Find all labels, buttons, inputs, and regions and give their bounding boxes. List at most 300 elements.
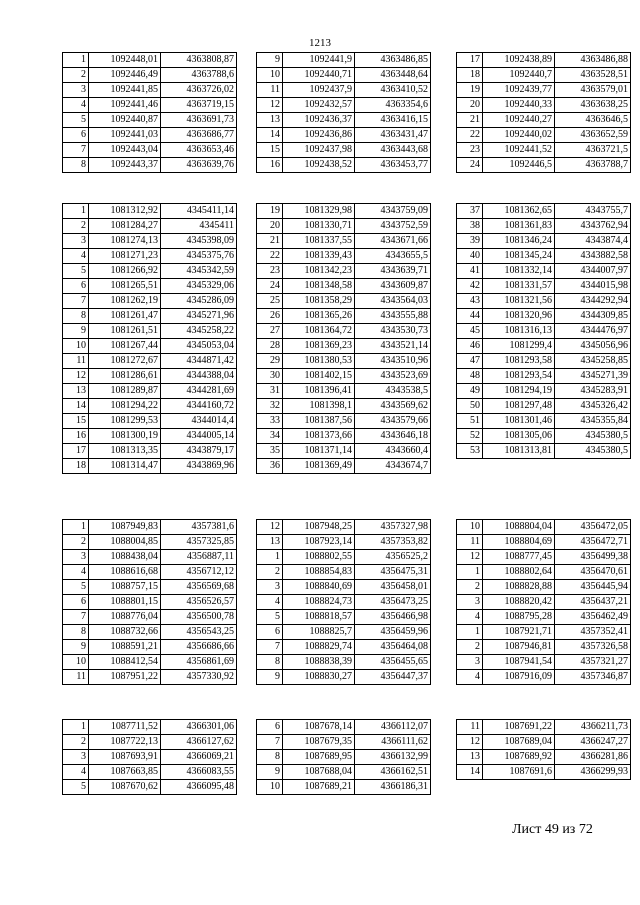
table-row <box>257 735 431 750</box>
y-coordinate: 4345258,85 <box>555 354 631 369</box>
point-number: 4 <box>63 765 89 780</box>
x-coordinate: 1092441,85 <box>89 83 161 98</box>
point-number: 36 <box>257 459 283 474</box>
table-row <box>457 735 631 750</box>
x-coordinate: 1087691,22 <box>483 720 555 735</box>
x-coordinate: 1087691,6 <box>483 765 555 780</box>
y-coordinate: 4345380,5 <box>555 429 631 444</box>
y-coordinate: 4363788,7 <box>555 158 631 173</box>
table-row <box>63 234 237 249</box>
point-number: 6 <box>63 279 89 294</box>
x-coordinate: 1081316,13 <box>483 324 555 339</box>
y-coordinate: 4363686,77 <box>161 128 237 143</box>
y-coordinate: 4366112,07 <box>355 720 431 735</box>
point-number: 2 <box>63 735 89 750</box>
table-row <box>457 414 631 429</box>
point-number: 8 <box>63 309 89 324</box>
x-coordinate: 1087689,21 <box>283 780 355 795</box>
point-number: 7 <box>63 294 89 309</box>
table-row <box>257 595 431 610</box>
y-coordinate: 4357327,98 <box>355 520 431 535</box>
point-number: 50 <box>457 399 483 414</box>
coordinate-table-g4-1 <box>62 719 237 795</box>
table-row <box>63 670 237 685</box>
x-coordinate: 1092436,37 <box>283 113 355 128</box>
point-number: 2 <box>63 535 89 550</box>
table-row <box>257 384 431 399</box>
point-number: 53 <box>457 444 483 459</box>
y-coordinate: 4357381,6 <box>161 520 237 535</box>
point-number: 13 <box>63 384 89 399</box>
table-row <box>457 520 631 535</box>
y-coordinate: 4344005,14 <box>161 429 237 444</box>
point-number: 28 <box>257 339 283 354</box>
y-coordinate: 4345258,22 <box>161 324 237 339</box>
point-number: 31 <box>257 384 283 399</box>
y-coordinate: 4366299,93 <box>555 765 631 780</box>
x-coordinate: 1081339,43 <box>283 249 355 264</box>
table-row <box>257 625 431 640</box>
table-row <box>457 309 631 324</box>
x-coordinate: 1087663,85 <box>89 765 161 780</box>
x-coordinate: 1087689,92 <box>483 750 555 765</box>
x-coordinate: 1081293,58 <box>483 354 555 369</box>
point-number: 14 <box>457 765 483 780</box>
table-row <box>257 68 431 83</box>
table-row <box>457 670 631 685</box>
y-coordinate: 4363788,6 <box>161 68 237 83</box>
point-number: 9 <box>63 640 89 655</box>
y-coordinate: 4343523,69 <box>355 369 431 384</box>
table-row <box>63 369 237 384</box>
table-row <box>257 158 431 173</box>
x-coordinate: 1081331,57 <box>483 279 555 294</box>
table-row <box>63 444 237 459</box>
x-coordinate: 1081266,92 <box>89 264 161 279</box>
x-coordinate: 1088004,85 <box>89 535 161 550</box>
point-number: 38 <box>457 219 483 234</box>
x-coordinate: 1087923,14 <box>283 535 355 550</box>
x-coordinate: 1088840,69 <box>283 580 355 595</box>
y-coordinate: 4363808,87 <box>161 53 237 68</box>
y-coordinate: 4343882,58 <box>555 249 631 264</box>
x-coordinate: 1081346,24 <box>483 234 555 249</box>
y-coordinate: 4356459,96 <box>355 625 431 640</box>
point-number: 10 <box>257 780 283 795</box>
point-number: 21 <box>457 113 483 128</box>
x-coordinate: 1092446,5 <box>483 158 555 173</box>
x-coordinate: 1088824,73 <box>283 595 355 610</box>
table-row <box>257 444 431 459</box>
table-row <box>257 750 431 765</box>
y-coordinate: 4345355,84 <box>555 414 631 429</box>
y-coordinate: 4366301,06 <box>161 720 237 735</box>
y-coordinate: 4356462,49 <box>555 610 631 625</box>
y-coordinate: 4343752,59 <box>355 219 431 234</box>
y-coordinate: 4357325,85 <box>161 535 237 550</box>
x-coordinate: 1087949,83 <box>89 520 161 535</box>
table-row <box>457 113 631 128</box>
point-number: 5 <box>63 780 89 795</box>
point-number: 6 <box>257 625 283 640</box>
y-coordinate: 4345056,96 <box>555 339 631 354</box>
point-number: 27 <box>257 324 283 339</box>
x-coordinate: 1088838,39 <box>283 655 355 670</box>
table-row <box>63 158 237 173</box>
table-row <box>63 83 237 98</box>
y-coordinate: 4357353,82 <box>355 535 431 550</box>
table-row <box>257 204 431 219</box>
x-coordinate: 1081261,47 <box>89 309 161 324</box>
table-row <box>257 670 431 685</box>
point-number: 24 <box>257 279 283 294</box>
y-coordinate: 4363652,59 <box>555 128 631 143</box>
y-coordinate: 4363410,52 <box>355 83 431 98</box>
point-number: 14 <box>257 128 283 143</box>
point-number: 24 <box>457 158 483 173</box>
x-coordinate: 1087916,09 <box>483 670 555 685</box>
x-coordinate: 1087688,04 <box>283 765 355 780</box>
coordinate-table-g3-3 <box>456 519 631 685</box>
x-coordinate: 1088804,04 <box>483 520 555 535</box>
table-row <box>257 580 431 595</box>
point-number: 21 <box>257 234 283 249</box>
table-row <box>457 550 631 565</box>
x-coordinate: 1092440,27 <box>483 113 555 128</box>
y-coordinate: 4357352,41 <box>555 625 631 640</box>
y-coordinate: 4345053,04 <box>161 339 237 354</box>
table-row <box>63 339 237 354</box>
point-number: 26 <box>257 309 283 324</box>
table-row <box>63 324 237 339</box>
table-row <box>257 264 431 279</box>
x-coordinate: 1081261,51 <box>89 324 161 339</box>
y-coordinate: 4356447,37 <box>355 670 431 685</box>
point-number: 12 <box>63 369 89 384</box>
x-coordinate: 1092443,04 <box>89 143 161 158</box>
point-number: 11 <box>63 670 89 685</box>
x-coordinate: 1081274,13 <box>89 234 161 249</box>
point-number: 3 <box>63 234 89 249</box>
table-row <box>257 294 431 309</box>
point-number: 10 <box>63 655 89 670</box>
x-coordinate: 1088825,7 <box>283 625 355 640</box>
table-row <box>457 565 631 580</box>
table-row <box>63 640 237 655</box>
x-coordinate: 1087693,91 <box>89 750 161 765</box>
point-number: 8 <box>63 625 89 640</box>
x-coordinate: 1081314,47 <box>89 459 161 474</box>
y-coordinate: 4363646,5 <box>555 113 631 128</box>
table-row <box>457 128 631 143</box>
y-coordinate: 4366211,73 <box>555 720 631 735</box>
x-coordinate: 1081371,14 <box>283 444 355 459</box>
x-coordinate: 1081396,41 <box>283 384 355 399</box>
y-coordinate: 4343660,4 <box>355 444 431 459</box>
y-coordinate: 4356525,2 <box>355 550 431 565</box>
table-row <box>257 53 431 68</box>
x-coordinate: 1081305,06 <box>483 429 555 444</box>
y-coordinate: 4363453,77 <box>355 158 431 173</box>
x-coordinate: 1092440,71 <box>283 68 355 83</box>
point-number: 29 <box>257 354 283 369</box>
table-row <box>457 204 631 219</box>
y-coordinate: 4366111,62 <box>355 735 431 750</box>
point-number: 4 <box>63 565 89 580</box>
x-coordinate: 1087678,14 <box>283 720 355 735</box>
y-coordinate: 4344292,94 <box>555 294 631 309</box>
coordinate-table-g2-2 <box>256 203 431 474</box>
coordinate-table-g3-1 <box>62 519 237 685</box>
y-coordinate: 4356458,01 <box>355 580 431 595</box>
table-row <box>457 279 631 294</box>
x-coordinate: 1092432,57 <box>283 98 355 113</box>
y-coordinate: 4344007,97 <box>555 264 631 279</box>
y-coordinate: 4363726,02 <box>161 83 237 98</box>
x-coordinate: 1081262,19 <box>89 294 161 309</box>
point-number: 9 <box>257 53 283 68</box>
point-number: 43 <box>457 294 483 309</box>
table-row <box>63 580 237 595</box>
table-row <box>63 309 237 324</box>
coordinate-table-g1-2 <box>256 52 431 173</box>
x-coordinate: 1081380,53 <box>283 354 355 369</box>
point-number: 44 <box>457 309 483 324</box>
y-coordinate: 4344871,42 <box>161 354 237 369</box>
table-row <box>457 143 631 158</box>
x-coordinate: 1081398,1 <box>283 399 355 414</box>
point-number: 10 <box>63 339 89 354</box>
table-row <box>457 83 631 98</box>
x-coordinate: 1081294,19 <box>483 384 555 399</box>
point-number: 12 <box>457 550 483 565</box>
x-coordinate: 1087941,54 <box>483 655 555 670</box>
x-coordinate: 1092441,03 <box>89 128 161 143</box>
point-number: 18 <box>457 68 483 83</box>
x-coordinate: 1092448,01 <box>89 53 161 68</box>
y-coordinate: 4366281,86 <box>555 750 631 765</box>
y-coordinate: 4363486,88 <box>555 53 631 68</box>
point-number: 22 <box>257 249 283 264</box>
x-coordinate: 1081297,48 <box>483 399 555 414</box>
x-coordinate: 1088412,54 <box>89 655 161 670</box>
x-coordinate: 1092438,89 <box>483 53 555 68</box>
y-coordinate: 4356472,05 <box>555 520 631 535</box>
table-row <box>63 535 237 550</box>
table-row <box>63 720 237 735</box>
table-row <box>457 264 631 279</box>
x-coordinate: 1087711,52 <box>89 720 161 735</box>
coordinate-table-g1-1 <box>62 52 237 173</box>
point-number: 6 <box>257 720 283 735</box>
x-coordinate: 1092446,49 <box>89 68 161 83</box>
point-number: 7 <box>63 610 89 625</box>
point-number: 40 <box>457 249 483 264</box>
point-number: 5 <box>63 264 89 279</box>
point-number: 3 <box>63 550 89 565</box>
point-number: 16 <box>257 158 283 173</box>
point-number: 2 <box>63 68 89 83</box>
y-coordinate: 4363448,64 <box>355 68 431 83</box>
x-coordinate: 1081337,55 <box>283 234 355 249</box>
x-coordinate: 1081361,83 <box>483 219 555 234</box>
table-row <box>257 234 431 249</box>
x-coordinate: 1081313,81 <box>483 444 555 459</box>
x-coordinate: 1088438,04 <box>89 550 161 565</box>
table-row <box>63 735 237 750</box>
x-coordinate: 1088804,69 <box>483 535 555 550</box>
y-coordinate: 4343564,03 <box>355 294 431 309</box>
table-row <box>63 249 237 264</box>
point-number: 9 <box>63 324 89 339</box>
table-row <box>457 219 631 234</box>
x-coordinate: 1087951,22 <box>89 670 161 685</box>
x-coordinate: 1092441,9 <box>283 53 355 68</box>
table-row <box>257 550 431 565</box>
point-number: 4 <box>63 98 89 113</box>
y-coordinate: 4343555,88 <box>355 309 431 324</box>
table-row <box>63 219 237 234</box>
table-row <box>457 68 631 83</box>
table-row <box>63 414 237 429</box>
table-row <box>457 234 631 249</box>
point-number: 5 <box>63 113 89 128</box>
y-coordinate: 4345329,06 <box>161 279 237 294</box>
x-coordinate: 1081312,92 <box>89 204 161 219</box>
y-coordinate: 4345411 <box>161 219 237 234</box>
y-coordinate: 4344014,4 <box>161 414 237 429</box>
x-coordinate: 1081272,67 <box>89 354 161 369</box>
point-number: 19 <box>257 204 283 219</box>
point-number: 45 <box>457 324 483 339</box>
table-row <box>257 565 431 580</box>
table-row <box>257 655 431 670</box>
table-row <box>457 158 631 173</box>
y-coordinate: 4363653,46 <box>161 143 237 158</box>
y-coordinate: 4345283,91 <box>555 384 631 399</box>
table-row <box>457 444 631 459</box>
y-coordinate: 4343646,18 <box>355 429 431 444</box>
x-coordinate: 1092441,46 <box>89 98 161 113</box>
x-coordinate: 1081267,44 <box>89 339 161 354</box>
point-number: 5 <box>63 580 89 595</box>
y-coordinate: 4366162,51 <box>355 765 431 780</box>
point-number: 13 <box>257 113 283 128</box>
x-coordinate: 1092437,98 <box>283 143 355 158</box>
point-number: 17 <box>63 444 89 459</box>
table-row <box>457 655 631 670</box>
x-coordinate: 1081286,61 <box>89 369 161 384</box>
point-number: 48 <box>457 369 483 384</box>
y-coordinate: 4343521,14 <box>355 339 431 354</box>
table-row <box>63 610 237 625</box>
y-coordinate: 4363528,51 <box>555 68 631 83</box>
y-coordinate: 4356455,65 <box>355 655 431 670</box>
point-number: 10 <box>457 520 483 535</box>
table-row <box>457 625 631 640</box>
y-coordinate: 4344015,98 <box>555 279 631 294</box>
y-coordinate: 4356464,08 <box>355 640 431 655</box>
point-number: 4 <box>257 595 283 610</box>
y-coordinate: 4356475,31 <box>355 565 431 580</box>
point-number: 19 <box>457 83 483 98</box>
y-coordinate: 4363719,15 <box>161 98 237 113</box>
y-coordinate: 4357321,27 <box>555 655 631 670</box>
table-row <box>63 750 237 765</box>
point-number: 10 <box>257 68 283 83</box>
x-coordinate: 1081321,56 <box>483 294 555 309</box>
point-number: 1 <box>257 550 283 565</box>
x-coordinate: 1087921,71 <box>483 625 555 640</box>
table-row <box>257 143 431 158</box>
table-row <box>257 219 431 234</box>
point-number: 46 <box>457 339 483 354</box>
point-number: 11 <box>63 354 89 369</box>
table-row <box>63 264 237 279</box>
x-coordinate: 1088801,15 <box>89 595 161 610</box>
table-row <box>63 98 237 113</box>
x-coordinate: 1088802,55 <box>283 550 355 565</box>
x-coordinate: 1092440,02 <box>483 128 555 143</box>
point-number: 6 <box>63 128 89 143</box>
coordinate-table-g4-3 <box>456 719 631 780</box>
table-row <box>257 535 431 550</box>
y-coordinate: 4343538,5 <box>355 384 431 399</box>
y-coordinate: 4366095,48 <box>161 780 237 795</box>
x-coordinate: 1081369,49 <box>283 459 355 474</box>
point-number: 1 <box>63 204 89 219</box>
table-row <box>257 720 431 735</box>
x-coordinate: 1092440,7 <box>483 68 555 83</box>
point-number: 25 <box>257 294 283 309</box>
y-coordinate: 4344309,85 <box>555 309 631 324</box>
x-coordinate: 1081330,71 <box>283 219 355 234</box>
y-coordinate: 4356712,12 <box>161 565 237 580</box>
point-number: 11 <box>457 720 483 735</box>
table-row <box>457 354 631 369</box>
x-coordinate: 1081265,51 <box>89 279 161 294</box>
y-coordinate: 4366069,21 <box>161 750 237 765</box>
point-number: 1 <box>63 720 89 735</box>
y-coordinate: 4366083,55 <box>161 765 237 780</box>
table-row <box>457 750 631 765</box>
table-row <box>63 128 237 143</box>
coordinate-table-g4-2 <box>256 719 431 795</box>
y-coordinate: 4343671,66 <box>355 234 431 249</box>
table-row <box>257 780 431 795</box>
point-number: 51 <box>457 414 483 429</box>
point-number: 4 <box>457 610 483 625</box>
table-row <box>257 249 431 264</box>
point-number: 20 <box>257 219 283 234</box>
table-row <box>63 143 237 158</box>
point-number: 3 <box>257 580 283 595</box>
x-coordinate: 1088591,21 <box>89 640 161 655</box>
y-coordinate: 4356466,98 <box>355 610 431 625</box>
point-number: 39 <box>457 234 483 249</box>
x-coordinate: 1088820,42 <box>483 595 555 610</box>
table-row <box>257 765 431 780</box>
y-coordinate: 4343869,96 <box>161 459 237 474</box>
point-number: 12 <box>457 735 483 750</box>
point-number: 5 <box>257 610 283 625</box>
x-coordinate: 1087670,62 <box>89 780 161 795</box>
x-coordinate: 1092440,87 <box>89 113 161 128</box>
y-coordinate: 4356437,21 <box>555 595 631 610</box>
y-coordinate: 4343674,7 <box>355 459 431 474</box>
y-coordinate: 4363443,68 <box>355 143 431 158</box>
x-coordinate: 1087946,81 <box>483 640 555 655</box>
